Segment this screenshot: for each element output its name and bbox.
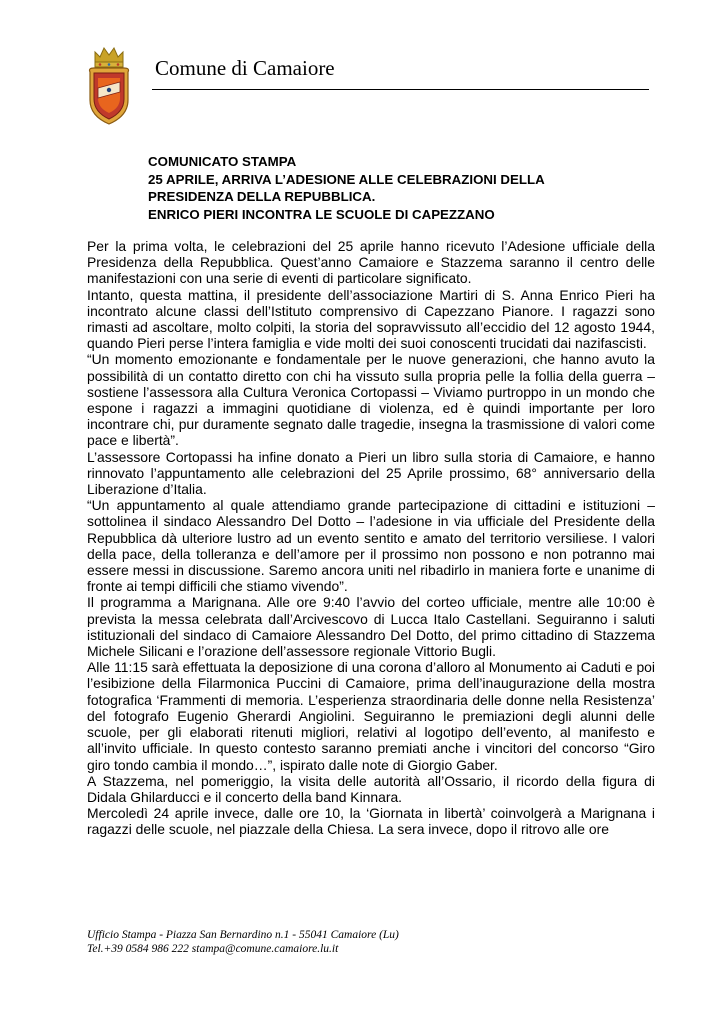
press-release-body — [87, 238, 655, 838]
page-footer — [87, 928, 399, 956]
body-paragraph: “Un momento emozionante e fondamentale per le nuove generazioni, che hanno avuto la possibilità di un contatto diretto con chi ha vissuto sulla propria pelle la follia della guerra – sostiene l’assessora alla Cultura Veronica Cortopassi – Viviamo purtroppo in un mondo che espone i ragazzi a immagini quotidiane di violenza, ed è quindi importante per loro incontrare chi, pur duramente segnato dalle tragedie, insegna la trasmissione di valori come pace e libertà”. — [87, 351, 655, 449]
heading-line: 25 APRILE, ARRIVA L’ADESIONE ALLE CELEBRAZIONI DELLA — [148, 171, 545, 187]
press-release-heading — [148, 153, 628, 223]
body-paragraph: L’assessore Cortopassi ha infine donato a Pieri un libro sulla storia di Camaiore, e hanno rinnovato l’appuntamento alle celebrazioni del 25 Aprile prossimo, 68° anniversario della Liberazione d’Italia. — [87, 448, 655, 498]
coat-of-arms-icon — [86, 42, 132, 126]
body-paragraph: Il programma a Marignana. Alle ore 9:40 l’avvio del corteo ufficiale, mentre alle 10:00 è prevista la messa celebrata dall’Arcivescovo di Lucca Italo Castellani. Seguiranno i saluti istituzionali del sindaco di Camaiore Alessandro Del Dotto, del primo cittadino di Stazzema Michele Silicani e l’orazione dell’assessore regionale Vittorio Bugli. — [87, 594, 655, 660]
body-paragraph: Mercoledì 24 aprile invece, dalle ore 10, la ‘Giornata in libertà’ coinvolgerà a Marignana i ragazzi delle scuole, nel piazzale della Chiesa. La sera invece, dopo il ritrovo alle ore — [87, 805, 655, 838]
body-paragraph: Per la prima volta, le celebrazioni del 25 aprile hanno ricevuto l’Adesione ufficiale della Presidenza della Repubblica. Quest’anno Camaiore e Stazzema saranno il centro delle manifestazioni con una serie di eventi di particolare significato. — [87, 238, 655, 287]
org-name: Comune di Camaiore — [155, 56, 335, 80]
body-paragraph: Alle 11:15 sarà effettuata la deposizione di una corona d’alloro al Monumento ai Caduti e poi l’esibizione della Filarmonica Puccini di Camaiore, prima dell’inaugurazione della mostra fotografica ‘Frammenti di memoria. L’esperienza straordinaria delle donne nella Resistenza’ del fotografo Eugenio Gherardi Angiolini. Seguiranno le premiazioni degli alunni delle scuole, per gli elaborati ritenuti migliori, relativi al logotipo dell’evento, al manifesto e all’invito ufficiale. In questo contesto saranno premiati anche i vincitori del concorso “Giro giro tondo cambia il mondo…”, ispirato dalle note di Giorgio Gaber. — [87, 659, 655, 773]
heading-line: ENRICO PIERI INCONTRA LE SCUOLE DI CAPEZZANO — [148, 206, 495, 222]
heading-line: PRESIDENZA DELLA REPUBBLICA. — [148, 189, 376, 204]
header-divider — [152, 89, 649, 90]
body-paragraph: Intanto, questa mattina, il presidente dell’associazione Martiri di S. Anna Enrico Pieri ha incontrato alcune classi dell’Istituto comprensivo di Capezzano Pianore. I ragazzi sono rimasti ad ascoltare, molto colpiti, la storia del sopravvissuto all’eccidio del 12 agosto 1944, quando Pieri perse l’intera famiglia e vide molti dei suoi conoscenti trucidati dai nazifascisti. — [87, 286, 655, 352]
body-paragraph: A Stazzema, nel pomeriggio, la visita delle autorità all’Ossario, il ricordo della figura di Didala Ghilarducci e il concerto della band Kinnara. — [87, 772, 655, 805]
body-paragraph: “Un appuntamento al quale attendiamo grande partecipazione di cittadini e istituzioni – sottolinea il sindaco Alessandro Del Dotto – l’adesione in via ufficiale del Presidente della Repubblica dà ulteriore lustro ad un evento sentito e amato del territorio versiliese. I valori della pace, della tolleranza e dell’amore per il prossimo non possono e non potranno mai essere messi in discussione. Saremo ancora uniti nel ribadirlo in maniera forte e unanime di fronte ai tempi difficili che stiamo vivendo”. — [87, 497, 655, 595]
footer-address: Ufficio Stampa - Piazza San Bernardino n.1 - 55041 Camaiore (Lu) — [87, 929, 399, 941]
heading-line: COMUNICATO STAMPA — [148, 154, 297, 169]
footer-contact: Tel.+39 0584 986 222 stampa@comune.camaiore.lu.it — [87, 943, 339, 955]
